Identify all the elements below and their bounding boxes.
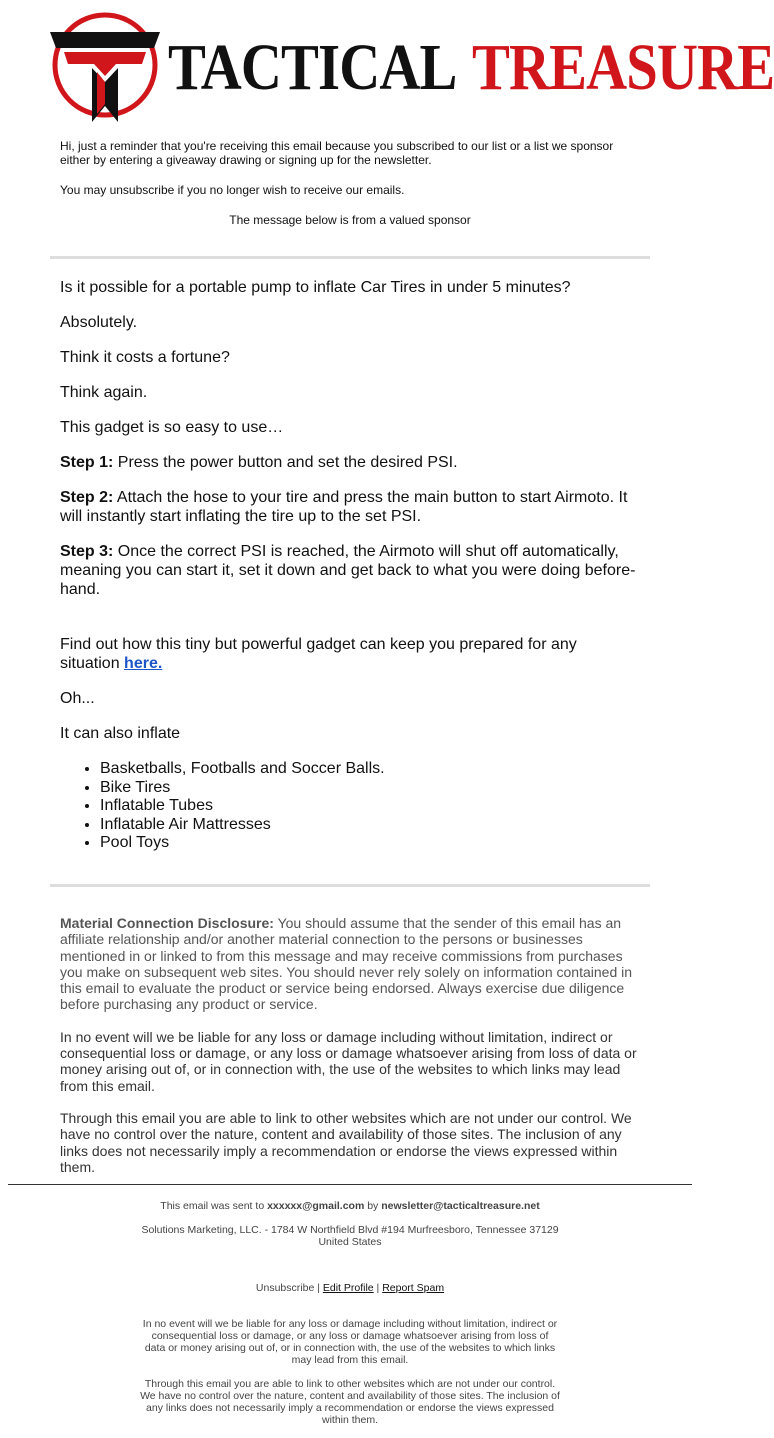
message-easy-use: This gadget is so easy to use…	[60, 419, 284, 436]
unsubscribe-link[interactable]: Unsubscribe	[255, 1282, 315, 1294]
brand-wordmark	[168, 28, 774, 108]
list-item: • Inflatable Air Mattresses	[100, 816, 640, 835]
sender-email: newsletter@tacticaltreasure.net	[381, 1200, 540, 1212]
step-text: Press the power button and set the desired PSI.	[113, 454, 458, 471]
intro-unsubscribe-note: You may unsubscribe if you no longer wish to receive our emails.	[60, 183, 405, 197]
cta-text: Find out how this tiny but powerful gadget can keep you prepared for any situation	[60, 636, 577, 672]
material-disclosure	[60, 915, 640, 1013]
recipient-email: xxxxxx@gmail.com	[267, 1200, 365, 1212]
email-footer	[140, 1200, 560, 1438]
message-also-inflate: It can also inflate	[60, 725, 181, 742]
brand-word-treasure: TREASURE	[472, 31, 774, 104]
edit-profile-link[interactable]: Edit Profile	[322, 1282, 374, 1294]
cta-paragraph	[60, 635, 640, 673]
message-cost-question: Think it costs a fortune?	[60, 349, 230, 366]
step-2	[60, 488, 640, 526]
report-spam-link[interactable]: Report Spam	[382, 1282, 445, 1294]
list-item: • Inflatable Tubes	[100, 797, 640, 816]
inflate-list	[60, 760, 640, 853]
step-label: Step 3:	[60, 543, 114, 560]
sent-to-line	[140, 1200, 560, 1212]
sent-by: by	[364, 1200, 382, 1212]
message-question: Is it possible for a portable pump to inflate Car Tires in under 5 minutes?	[60, 279, 571, 296]
divider-bottom	[50, 884, 650, 887]
sent-prefix: This email was sent to	[160, 1200, 268, 1212]
external-links-notice: Through this email you are able to link to other websites which are not under our control. We have no control over the nature, content and availability of those sites. The inclusion of any links does not necessarily imply a recommendation or endorse the views expressed within them.	[60, 1109, 632, 1175]
footer-liability: In no event will we be liable for any loss or damage including without limitation, indirect or consequential loss or damage, or any loss or damage whatsoever arising from loss of data or money arising out of, or in connection with, the use of the websites to which links may lead from this email.	[142, 1318, 558, 1366]
footer-links	[140, 1282, 560, 1294]
step-1	[60, 453, 640, 472]
disclosure-section	[60, 915, 640, 1191]
list-item: • Basketballs, Footballs and Soccer Balls.	[100, 760, 640, 779]
step-3	[60, 542, 640, 599]
intro-reminder: Hi, just a reminder that you're receiving this email because you subscribed to our list or a list we sponsor either by entering a giveaway drawing or signing up for the newsletter.	[60, 139, 614, 167]
step-label: Step 2:	[60, 489, 114, 506]
footer-links-notice: Through this email you are able to link to other websites which are not under our control. We have no control over the nature, content and availability of those sites. The inclusion of any links does not necessarily imply a recommendation or endorse the views expressed within them.	[140, 1378, 560, 1426]
sponsor-note: The message below is from a valued sponsor	[229, 213, 471, 227]
list-item: • Pool Toys	[100, 834, 640, 853]
tactical-treasure-logo-icon	[50, 10, 160, 126]
message-think-again: Think again.	[60, 384, 148, 401]
footer-divider	[8, 1184, 692, 1185]
email-header	[0, 0, 774, 130]
link-separator: |	[314, 1282, 323, 1294]
disclosure-title: Material Connection Disclosure:	[60, 915, 274, 931]
company-address: Solutions Marketing, LLC. - 1784 W Northfield Blvd #194 Murfreesboro, Tennessee 37129 United States	[141, 1224, 559, 1248]
message-oh: Oh...	[60, 690, 95, 707]
step-text: Attach the hose to your tire and press the main button to start Airmoto. It will instantly start inflating the tire up to the set PSI.	[60, 489, 628, 525]
step-label: Step 1:	[60, 454, 114, 471]
sponsor-message	[60, 278, 640, 853]
disclosure-text: You should assume that the sender of this email has an affiliate relationship and/or another material connection to the persons or businesses mentioned in or linked to from this message and may receive commissions from purchases you make on subsequent web sites. You should never rely solely on information contained in this email to evaluate the product or service being endorsed. Always exercise due diligence before purchasing any product or service.	[60, 915, 633, 1013]
cta-here-link[interactable]: here.	[124, 655, 163, 672]
step-text: Once the correct PSI is reached, the Airmoto will shut off automatically, meaning you can start it, set it down and get back to what you were doing before-hand.	[60, 543, 636, 598]
divider-top	[50, 256, 650, 259]
intro-notice	[60, 139, 640, 243]
message-answer: Absolutely.	[60, 314, 138, 331]
liability-notice: In no event will we be liable for any loss or damage including without limitation, indirect or consequential loss or damage, or any loss or damage whatsoever arising from loss of data or money arising out of, or in connection with, the use of the websites to which links may lead from this email.	[60, 1028, 637, 1094]
list-item: • Bike Tires	[100, 779, 640, 798]
link-separator: |	[373, 1282, 383, 1294]
brand-word-tactical: TACTICAL	[168, 31, 457, 104]
